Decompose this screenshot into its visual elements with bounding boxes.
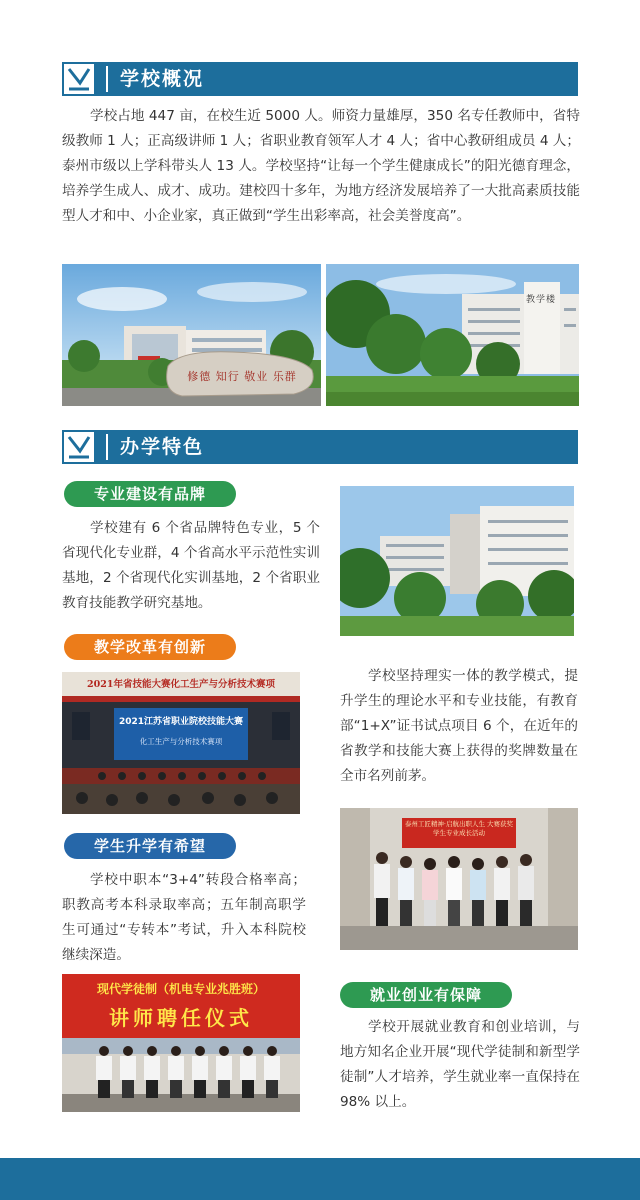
feature-label-innovation: 教学改革有创新 — [64, 634, 236, 660]
section-title: 办学特色 — [120, 436, 205, 458]
section-title: 学校概况 — [120, 68, 205, 90]
feature-text-further-study: 学校中职本“3+4”转段合格率高；职教高考本科录取率高；五年制高职学生可通过“专转本”考试，升入本科院校继续深造。 — [62, 872, 306, 963]
training-building-photo — [340, 486, 574, 636]
header-divider — [106, 66, 108, 92]
campus-gate-photo — [62, 264, 321, 406]
lecturer-ceremony-photo — [62, 974, 300, 1112]
feature-text-employment: 学校开展就业教育和创业培训，与地方知名企业开展“现代学徒制和新型学徒制”人才培养，学生就业率一直保持在 98% 以上。 — [340, 1019, 580, 1110]
building-sign: 教学楼 — [526, 295, 557, 305]
section-header-overview — [62, 62, 578, 96]
header-divider — [106, 434, 108, 460]
feature-label-further-study: 学生升学有希望 — [64, 833, 236, 859]
feature-text-innovation: 学校坚持理实一体的教学模式，提升学生的理论水平和专业技能，有教育部“1+X”证书试点项目 6 个，在近年的省教学和技能大赛上获得的奖牌数量在全市名列前茅。 — [340, 668, 578, 784]
contest-banner-text: 2021年省技能大赛化工生产与分析技术赛项 — [87, 679, 275, 690]
ceremony-line2: 讲师聘任仪式 — [109, 1006, 253, 1030]
contest-screen-title: 2021江苏省职业院校技能大赛 — [118, 717, 244, 727]
section-header-features — [62, 430, 578, 464]
check-corner-icon — [62, 430, 96, 464]
student-group-photo — [340, 808, 578, 950]
teaching-building-photo — [326, 264, 579, 406]
rock-inscription: 修德 知行 敬业 乐群 — [187, 370, 297, 383]
skills-contest-photo — [62, 672, 300, 814]
check-corner-icon — [62, 62, 96, 96]
feature-label-employment: 就业创业有保障 — [340, 982, 512, 1008]
ceremony-line1: 现代学徒制（机电专业兆胜班） — [96, 982, 265, 996]
overview-paragraph: 学校占地 447 亩，在校生近 5000 人。师资力量雄厚，350 名专任教师中，省特级教师 1 人；正高级讲师 1 人；省职业教育领军人才 4 人；省中心教研组成员 4 人；泰州市级以上学科带头人 13 人。学校坚持“让每一个学生健康成长”的阳光德育理念，培养学生成人、成才、成功。建校四十多年，为地方经济发展培养了一大批高素质技能型人才和中、小企业家，真正做到“学生出彩率高，社会美誉度高”。 — [62, 108, 580, 224]
contest-screen-subtitle: 化工生产与分析技术赛项 — [139, 737, 223, 746]
feature-text-brand: 学校建有 6 个省品牌特色专业，5 个省现代化专业群，4 个省高水平示范性实训基地，2 个省现代化实训基地，2 个省职业教育技能教学研究基地。 — [62, 520, 320, 611]
footer-bar — [0, 1158, 640, 1200]
feature-label-brand: 专业建设有品牌 — [64, 481, 236, 507]
group-banner-text: 泰州工匠精神·启航出职人生 大赛获奖学生专业成长活动 — [404, 820, 514, 837]
